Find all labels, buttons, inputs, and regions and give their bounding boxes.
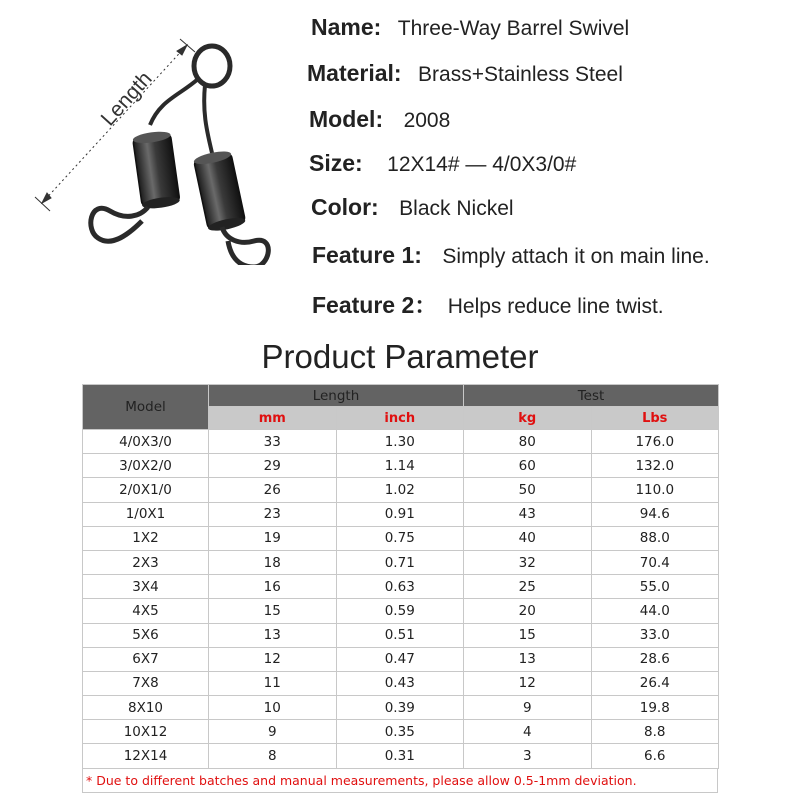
value-cell: 33.0: [591, 623, 719, 647]
value-cell: 13: [209, 623, 337, 647]
value-cell: 28.6: [591, 647, 719, 671]
value-cell: 4: [464, 720, 592, 744]
model-cell: 7X8: [83, 671, 209, 695]
product-parameter-table: [82, 384, 719, 769]
value-cell: 8.8: [591, 720, 719, 744]
table-row: [83, 720, 719, 744]
value-cell: 25: [464, 575, 592, 599]
model-cell: 10X12: [83, 720, 209, 744]
unit-header-inch: inch: [336, 407, 464, 430]
value-cell: 6.6: [591, 744, 719, 768]
spec-feature1-value: Simply attach it on main line.: [442, 245, 710, 268]
spec-size-label: Size:: [309, 150, 363, 176]
value-cell: 19.8: [591, 696, 719, 720]
left-barrel: [132, 130, 180, 211]
spec-material: [307, 60, 623, 87]
spec-name-label: Name:: [311, 14, 382, 40]
value-cell: 10: [209, 696, 337, 720]
model-cell: 2/0X1/0: [83, 478, 209, 502]
spec-model-label: Model:: [309, 106, 384, 132]
spec-material-label: Material:: [307, 60, 402, 86]
value-cell: 26: [209, 478, 337, 502]
value-cell: 12: [209, 647, 337, 671]
section-title: Product Parameter: [261, 338, 539, 375]
value-cell: 50: [464, 478, 592, 502]
value-cell: 80: [464, 430, 592, 454]
length-label: Length: [96, 67, 157, 131]
value-cell: 9: [464, 696, 592, 720]
value-cell: 1.30: [336, 430, 464, 454]
value-cell: 176.0: [591, 430, 719, 454]
model-cell: 8X10: [83, 696, 209, 720]
model-cell: 4/0X3/0: [83, 430, 209, 454]
top-ring: [194, 46, 230, 86]
model-cell: 4X5: [83, 599, 209, 623]
spec-size-value: 12X14# — 4/0X3/0#: [387, 153, 577, 176]
value-cell: 43: [464, 502, 592, 526]
value-cell: 55.0: [591, 575, 719, 599]
table-row: [83, 647, 719, 671]
table-body: [83, 430, 719, 769]
unit-header-kg: kg: [464, 407, 592, 430]
unit-header-mm: mm: [209, 407, 337, 430]
right-eye-ring: [222, 227, 268, 265]
value-cell: 0.35: [336, 720, 464, 744]
model-cell: 2X3: [83, 550, 209, 574]
table-row: [83, 430, 719, 454]
value-cell: 40: [464, 526, 592, 550]
value-cell: 32: [464, 550, 592, 574]
table-row: [83, 696, 719, 720]
value-cell: 0.43: [336, 671, 464, 695]
spec-color: [311, 194, 514, 221]
spec-name-value: Three-Way Barrel Swivel: [397, 17, 630, 40]
table-row: [83, 575, 719, 599]
value-cell: 1.02: [336, 478, 464, 502]
value-cell: 94.6: [591, 502, 719, 526]
value-cell: 88.0: [591, 526, 719, 550]
spec-model: [309, 106, 450, 133]
value-cell: 132.0: [591, 454, 719, 478]
value-cell: 8: [209, 744, 337, 768]
value-cell: 15: [464, 623, 592, 647]
spec-model-value: 2008: [403, 109, 451, 132]
value-cell: 12: [464, 671, 592, 695]
model-cell: 3X4: [83, 575, 209, 599]
swivel-illustration: [30, 35, 280, 265]
model-cell: 1X2: [83, 526, 209, 550]
value-cell: 9: [209, 720, 337, 744]
unit-header-lbs: Lbs: [591, 407, 719, 430]
spec-name: [311, 14, 629, 41]
value-cell: 11: [209, 671, 337, 695]
spec-feature2: [312, 287, 664, 320]
value-cell: 33: [209, 430, 337, 454]
spec-size: [309, 150, 576, 177]
deviation-footnote: * Due to different batches and manual measurements, please allow 0.5-1mm deviation.: [82, 769, 718, 793]
value-cell: 0.63: [336, 575, 464, 599]
value-cell: 0.39: [336, 696, 464, 720]
model-cell: 3/0X2/0: [83, 454, 209, 478]
value-cell: 0.75: [336, 526, 464, 550]
value-cell: 20: [464, 599, 592, 623]
value-cell: 15: [209, 599, 337, 623]
spec-feature2-label: Feature 2：: [312, 292, 438, 318]
spec-material-value: Brass+Stainless Steel: [418, 63, 623, 86]
table-row: [83, 599, 719, 623]
value-cell: 18: [209, 550, 337, 574]
value-cell: 0.51: [336, 623, 464, 647]
model-header: Model: [83, 385, 209, 430]
model-cell: 5X6: [83, 623, 209, 647]
table-row: [83, 478, 719, 502]
table-row: [83, 550, 719, 574]
table-row: [83, 623, 719, 647]
value-cell: 0.91: [336, 502, 464, 526]
value-cell: 60: [464, 454, 592, 478]
value-cell: 29: [209, 454, 337, 478]
value-cell: 70.4: [591, 550, 719, 574]
table-row: [83, 454, 719, 478]
left-eye-ring: [91, 207, 148, 241]
value-cell: 0.71: [336, 550, 464, 574]
value-cell: 13: [464, 647, 592, 671]
value-cell: 23: [209, 502, 337, 526]
value-cell: 0.47: [336, 647, 464, 671]
model-cell: 1/0X1: [83, 502, 209, 526]
value-cell: 3: [464, 744, 592, 768]
spec-feature2-value: Helps reduce line twist.: [447, 295, 664, 318]
value-cell: 0.59: [336, 599, 464, 623]
spec-color-label: Color:: [311, 194, 379, 220]
value-cell: 0.31: [336, 744, 464, 768]
value-cell: 16: [209, 575, 337, 599]
value-cell: 26.4: [591, 671, 719, 695]
table-row: [83, 671, 719, 695]
value-cell: 1.14: [336, 454, 464, 478]
spec-feature1-label: Feature 1:: [312, 242, 422, 268]
table-row: [83, 744, 719, 768]
table-row: [83, 502, 719, 526]
spec-color-value: Black Nickel: [399, 197, 514, 220]
spec-feature1: [312, 242, 710, 269]
right-barrel: [193, 149, 246, 233]
value-cell: 19: [209, 526, 337, 550]
value-cell: 44.0: [591, 599, 719, 623]
model-cell: 12X14: [83, 744, 209, 768]
value-cell: 110.0: [591, 478, 719, 502]
test-header: Test: [464, 385, 719, 407]
table-row: [83, 526, 719, 550]
length-header: Length: [209, 385, 464, 407]
model-cell: 6X7: [83, 647, 209, 671]
